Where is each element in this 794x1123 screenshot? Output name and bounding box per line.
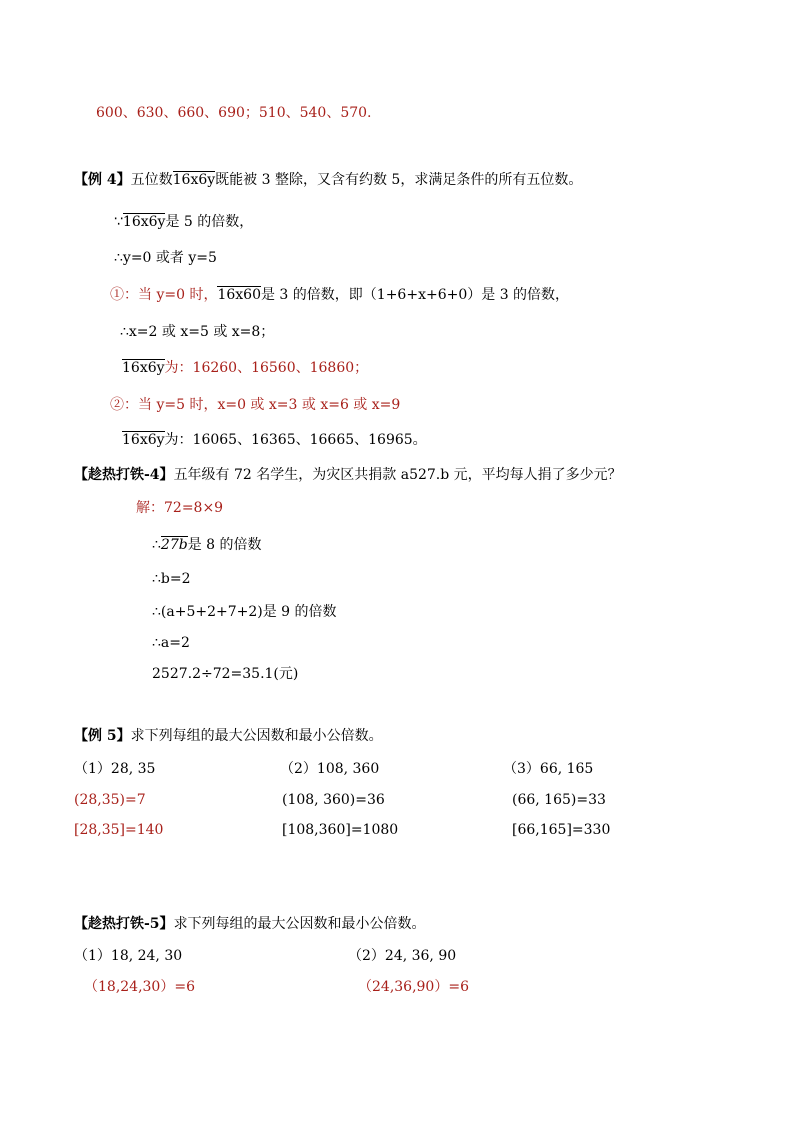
case-1-result	[122, 358, 368, 378]
practice-4-step-4: ∴a=2	[152, 635, 190, 651]
example-5-question	[74, 726, 383, 746]
therefore-symbol: ∴	[152, 537, 161, 553]
example-4-tag: 【例 4】	[74, 172, 131, 188]
overlined-number: 16x6y	[172, 172, 216, 188]
case-2-result	[122, 430, 427, 450]
group-2-gcd: (108, 360)=36	[282, 792, 385, 808]
group-2-lcm: [108,360]=1080	[282, 822, 399, 838]
group-3-label: （3）66, 165	[503, 761, 594, 777]
answer-line-multiples: 600、630、660、690；510、540、570.	[96, 105, 372, 121]
question-text-a: 五位数	[130, 172, 173, 188]
practice-5-answer-2: （24,36,90）=6	[358, 979, 469, 995]
practice-4-step-2: ∴b=2	[152, 571, 191, 587]
solution-step-1	[114, 212, 253, 232]
case-1-condition	[110, 285, 569, 305]
practice-5-group-2: （2）24, 36, 90	[348, 948, 457, 964]
group-3-gcd: (66, 165)=33	[512, 792, 606, 808]
practice-4-tag: 【趁热打铁-4】	[74, 467, 174, 483]
practice-4-step-5: 2527.2÷72=35.1(元)	[152, 666, 299, 682]
question-text-b: 既能被 3 整除，又含有约数 5，求满足条件的所有五位数。	[215, 172, 583, 188]
practice-5-answer-1: （18,24,30）=6	[84, 979, 195, 995]
case-2-condition: ②：当 y=5 时，x=0 或 x=3 或 x=6 或 x=9	[110, 397, 401, 413]
question-text: 求下列每组的最大公因数和最小公倍数。	[173, 916, 426, 932]
practice-4-question	[74, 465, 622, 485]
group-1-gcd: (28,35)=7	[74, 792, 146, 808]
case-1-text-b: 是 3 的倍数，即（1+6+x+6+0）是 3 的倍数，	[260, 287, 570, 303]
case-1-x-values: ∴x=2 或 x=5 或 x=8；	[120, 324, 275, 340]
case-1-text-a: ①：当 y=0 时，	[110, 287, 218, 303]
group-3-lcm: [66,165]=330	[512, 822, 611, 838]
practice-5-group-1: （1）18, 24, 30	[74, 948, 183, 964]
group-1-lcm: [28,35]=140	[74, 822, 164, 838]
example-4-question	[74, 170, 582, 190]
overlined-number: 27b	[160, 537, 188, 553]
because-symbol: ∵	[114, 214, 123, 230]
group-1-label: （1）28, 35	[74, 761, 156, 777]
question-text: 求下列每组的最大公因数和最小公倍数。	[130, 728, 383, 744]
practice-5-question	[74, 914, 426, 934]
group-2-label: （2）108, 360	[280, 761, 380, 777]
practice-4-solution-start: 解：72=8×9	[136, 500, 224, 516]
example-5-tag: 【例 5】	[74, 728, 131, 744]
question-text: 五年级有 72 名学生，为灾区共捐款 a527.b 元，平均每人捐了多少元？	[173, 467, 622, 483]
practice-4-step-3: ∴(a+5+2+7+2)是 9 的倍数	[152, 604, 337, 620]
result-numbers: 为：16260、16560、16860；	[164, 360, 369, 376]
solution-step-2: ∴y=0 或者 y=5	[114, 250, 217, 266]
practice-4-step-1	[152, 535, 262, 555]
result-numbers: 为：16065、16365、16665、16965。	[164, 432, 427, 448]
overlined-number: 16x6y	[122, 360, 165, 376]
overlined-number: 16x60	[217, 287, 261, 303]
step-text: 是 5 的倍数，	[165, 214, 254, 230]
practice-5-tag: 【趁热打铁-5】	[74, 916, 174, 932]
step-text: 是 8 的倍数	[187, 537, 262, 553]
overlined-number: 16x6y	[122, 432, 165, 448]
overlined-number: 16x6y	[122, 214, 166, 230]
